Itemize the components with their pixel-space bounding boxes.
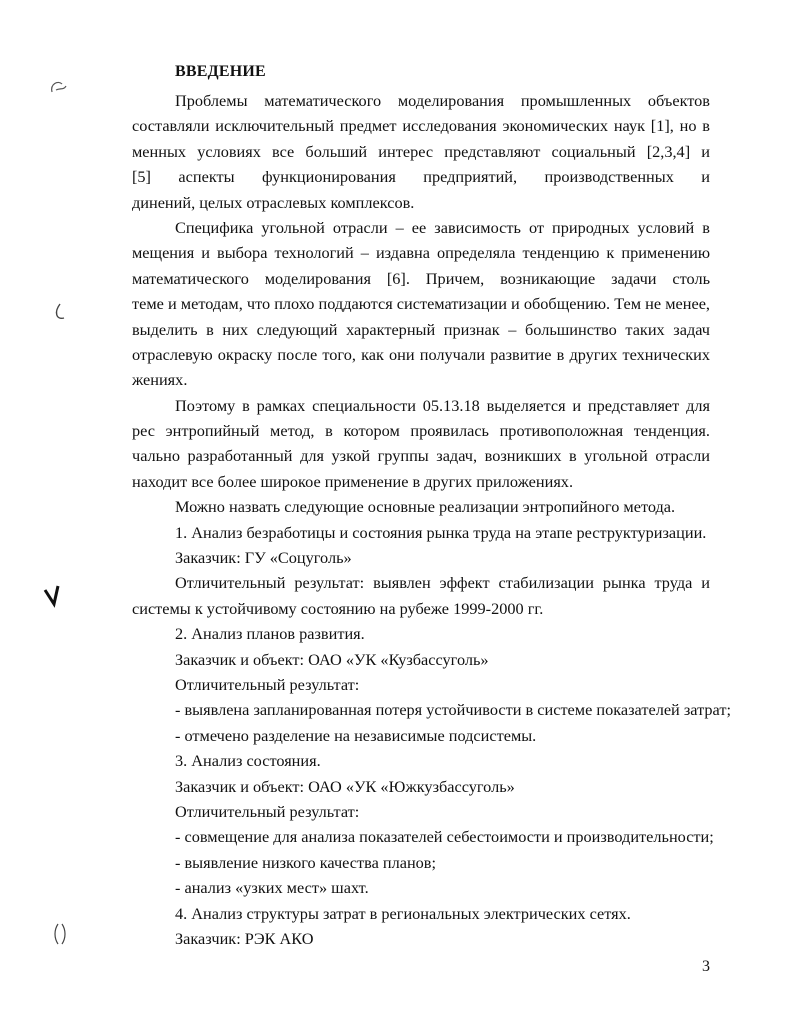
text-line: Поэтому в рамках специальности 05.13.18 выделяется и представляет для bbox=[175, 395, 710, 415]
text-line: - выявление низкого качества планов; bbox=[175, 852, 437, 872]
text-line: - отмечено разделение на независимые подсистемы. bbox=[175, 725, 537, 745]
text-line: 1. Анализ безработицы и состояния рынка труда на этапе реструктуризации. bbox=[175, 522, 707, 542]
text-line: менных условиях все больший интерес представляют социальный [2,3,4] и bbox=[132, 141, 710, 161]
margin-checkmark-icon bbox=[42, 582, 68, 610]
margin-scribble-icon bbox=[48, 76, 70, 98]
text-line: Проблемы математического моделирования промышленных объектов bbox=[175, 91, 710, 110]
text-line: мещения и выбора технологий – издавна определяла тенденцию к применению bbox=[132, 243, 710, 263]
text-line: Заказчик: ГУ «Соцуголь» bbox=[175, 548, 352, 568]
text-line: Отличительный результат: bbox=[175, 674, 360, 694]
text-line: [5] аспекты функционирования предприятий, производственных и bbox=[132, 167, 710, 187]
text-line: теме и методам, что плохо поддаются систематизации и обобщению. Тем не менее, bbox=[132, 294, 710, 314]
text-line: 2. Анализ планов развития. bbox=[175, 624, 365, 644]
text-line: Отличительный результат: bbox=[175, 801, 360, 821]
text-line: Отличительный результат: выявлен эффект стабилизации рынка труда и bbox=[175, 573, 710, 593]
text-line: - анализ «узких мест» шахт. bbox=[175, 878, 369, 898]
text-line: системы к устойчивому состоянию на рубеже 1999-2000 гг. bbox=[132, 598, 544, 618]
body-text bbox=[132, 88, 731, 951]
text-line: Заказчик: РЭК АКО bbox=[175, 928, 314, 948]
text-line: Заказчик и объект: ОАО «УК «Кузбассуголь» bbox=[175, 649, 489, 669]
margin-scribble-icon bbox=[52, 922, 68, 946]
text-line: 4. Анализ структуры затрат в региональных электрических сетях. bbox=[175, 903, 631, 923]
text-line: Заказчик и объект: ОАО «УК «Южкузбассуголь» bbox=[175, 776, 515, 796]
text-line: рес энтропийный метод, в котором проявилась противоположная тенденция. bbox=[132, 421, 710, 441]
text-line: составляли исключительный предмет исследования экономических наук [1], но в bbox=[132, 116, 710, 136]
text-line: математического моделирования [6]. Причем, возникающие задачи столь bbox=[132, 268, 710, 288]
text-line: динений, целых отраслевых комплексов. bbox=[132, 192, 415, 212]
text-line: отраслевую окраску после того, как они получали развитие в других технических bbox=[132, 344, 710, 364]
text-line: - совмещение для анализа показателей себестоимости и производительности; bbox=[175, 827, 714, 847]
text-line: - выявлена запланированная потеря устойчивости в системе показателей затрат; bbox=[175, 700, 731, 720]
text-line: Специфика угольной отрасли – ее зависимость от природных условий в bbox=[175, 217, 710, 237]
section-heading: ВВЕДЕНИЕ bbox=[175, 63, 266, 80]
text-line: находит все более широкое применение в других приложениях. bbox=[132, 471, 574, 491]
text-line: чально разработанный для узкой группы задач, возникших в угольной отрасли bbox=[132, 446, 710, 466]
text-line: выделить в них следующий характерный признак – большинство таких задач bbox=[132, 319, 710, 339]
text-line: Можно назвать следующие основные реализации энтропийного метода. bbox=[175, 497, 676, 517]
page-number: 3 bbox=[702, 958, 710, 975]
text-line: 3. Анализ состояния. bbox=[175, 751, 321, 771]
text-line: жениях. bbox=[132, 370, 188, 390]
margin-scribble-icon bbox=[52, 302, 70, 324]
